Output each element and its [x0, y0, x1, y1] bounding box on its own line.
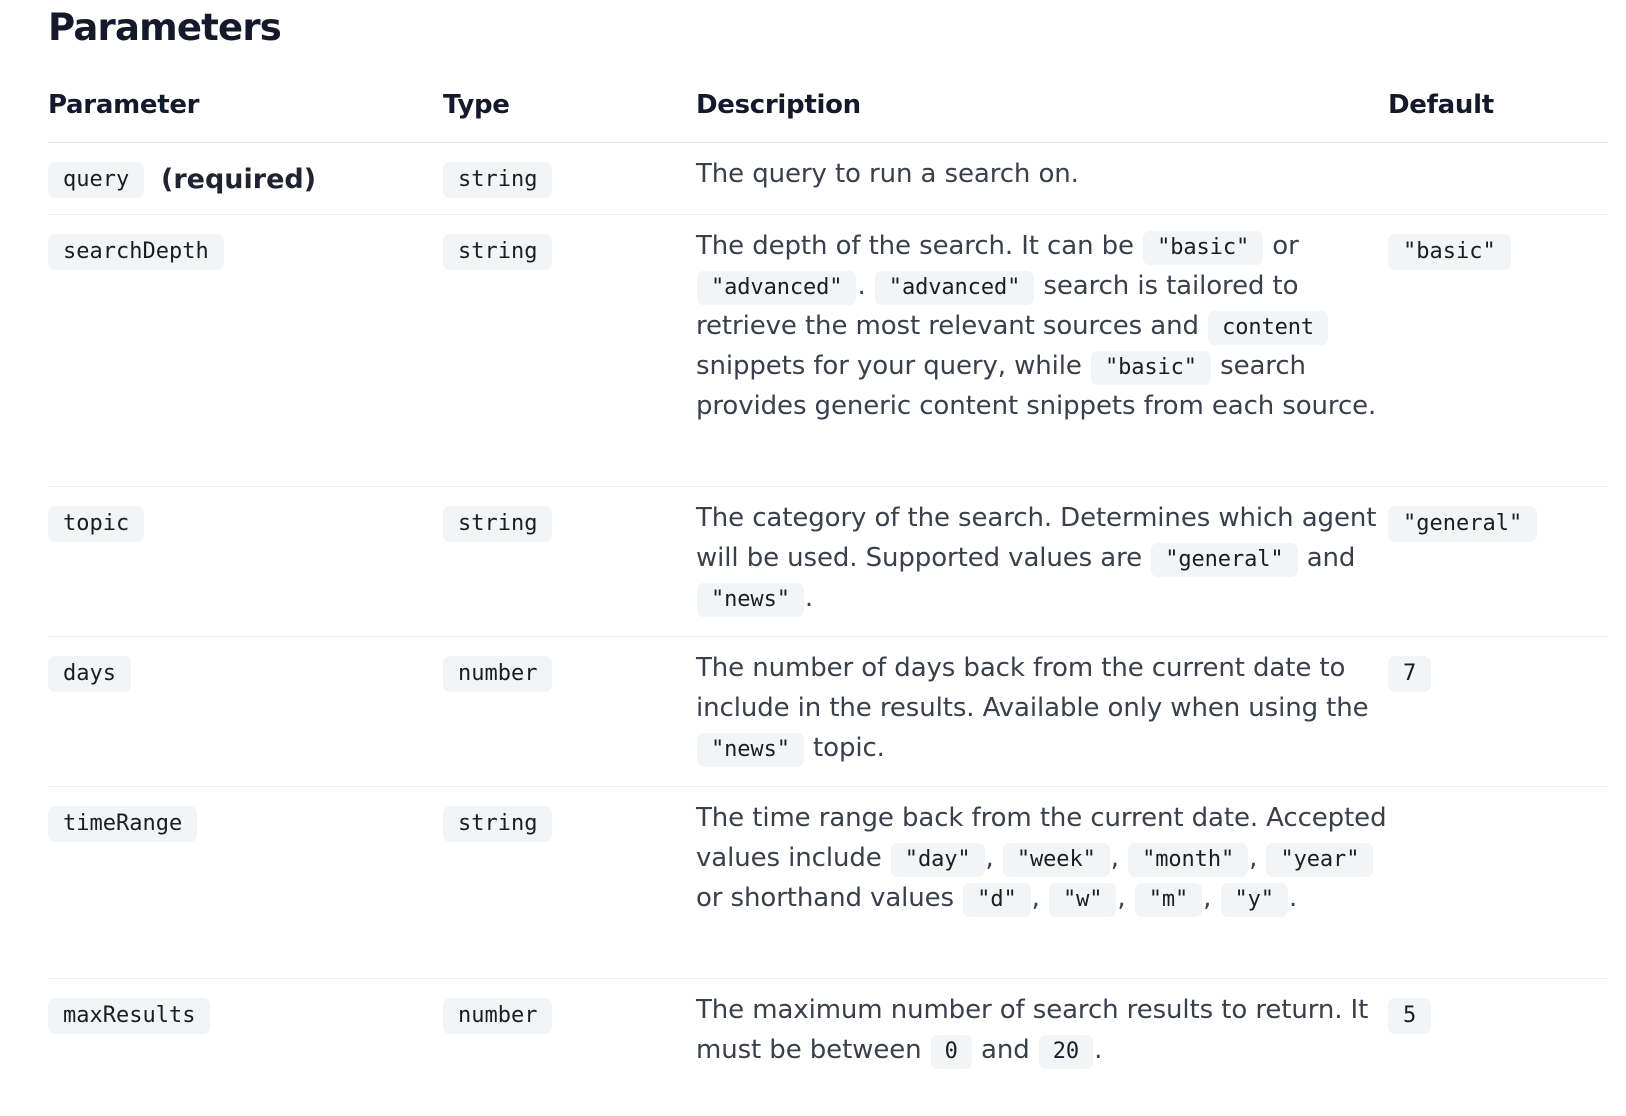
column-header-description: Description [696, 90, 861, 120]
parameter-name: days [48, 656, 131, 692]
parameter-description [696, 226, 1396, 426]
table-row-maxresults [48, 978, 1608, 1116]
parameter-name: maxResults [48, 998, 210, 1034]
inline-code: content [1208, 311, 1328, 345]
description-text: snippets for your query, while [696, 351, 1090, 381]
description-text: , [985, 843, 1002, 873]
description-text: , [1031, 883, 1048, 913]
description-text: topic. [804, 733, 885, 763]
default-value: 5 [1388, 998, 1431, 1034]
default-value: 7 [1388, 656, 1431, 692]
parameter-name: searchDepth [48, 234, 224, 270]
default-value: "general" [1388, 506, 1537, 542]
table-row-query [48, 142, 1608, 215]
description-text: The category of the search. Determines which agent will be used. Supported values are [696, 503, 1377, 573]
section-title: Parameters [48, 6, 282, 49]
inline-code: 0 [931, 1035, 972, 1069]
inline-code: "y" [1221, 883, 1288, 917]
column-header-type: Type [443, 90, 510, 120]
inline-code: 20 [1039, 1035, 1093, 1069]
parameter-description [696, 798, 1396, 918]
description-text: The time range back from the current date. Accepted values include [696, 803, 1387, 873]
column-header-parameter: Parameter [48, 90, 200, 120]
description-text: . [1288, 883, 1298, 913]
description-text: . [1094, 1035, 1103, 1065]
column-header-default: Default [1388, 90, 1494, 120]
required-label: (required) [161, 164, 317, 195]
description-text: search is tailored to retrieve the most relevant sources and [696, 271, 1299, 341]
description-text: The query to run a search on. [696, 159, 1079, 189]
description-text: , [1110, 843, 1128, 873]
inline-code: "basic" [1143, 231, 1263, 265]
description-text: , [1249, 843, 1266, 873]
description-text: The depth of the search. It can be [696, 231, 1143, 261]
inline-code: "advanced" [875, 271, 1034, 305]
description-text: . [804, 583, 814, 613]
inline-code: "general" [1151, 543, 1297, 577]
table-row-topic [48, 486, 1608, 637]
parameter-type: string [443, 506, 552, 542]
parameter-description [696, 648, 1396, 768]
description-text: and [1298, 543, 1356, 573]
table-header [48, 86, 1608, 143]
parameter-description [696, 498, 1396, 618]
table-row-days [48, 636, 1608, 787]
parameter-type: number [443, 656, 552, 692]
inline-code: "year" [1266, 843, 1373, 877]
inline-code: "d" [963, 883, 1030, 917]
parameter-description [696, 990, 1396, 1070]
parameter-name: query [48, 162, 144, 198]
description-text: or [1264, 231, 1299, 261]
description-text: , [1117, 883, 1134, 913]
inline-code: "news" [697, 583, 804, 617]
inline-code: "week" [1003, 843, 1110, 877]
default-value: "basic" [1388, 234, 1511, 270]
table-row-searchdepth [48, 214, 1608, 487]
description-text: The number of days back from the current date to include in the results. Available only when using the [696, 653, 1369, 723]
description-text: search provides generic content snippets from each source. [696, 351, 1377, 421]
inline-code: "month" [1128, 843, 1248, 877]
parameter-type: number [443, 998, 552, 1034]
description-text: or shorthand values [696, 883, 963, 913]
description-text: The maximum number of search results to return. It must be between [696, 995, 1369, 1065]
inline-code: "m" [1135, 883, 1202, 917]
parameter-type: string [443, 806, 552, 842]
parameter-type: string [443, 234, 552, 270]
description-text: and [972, 1035, 1038, 1065]
parameter-description [696, 154, 1396, 194]
parameter-type: string [443, 162, 552, 198]
description-text: , [1203, 883, 1220, 913]
inline-code: "day" [891, 843, 985, 877]
inline-code: "basic" [1091, 351, 1211, 385]
parameter-name: topic [48, 506, 144, 542]
inline-code: "news" [697, 733, 804, 767]
description-text: . [857, 271, 874, 301]
inline-code: "w" [1049, 883, 1116, 917]
inline-code: "advanced" [697, 271, 856, 305]
table-row-timerange [48, 786, 1608, 979]
parameter-name: timeRange [48, 806, 197, 842]
